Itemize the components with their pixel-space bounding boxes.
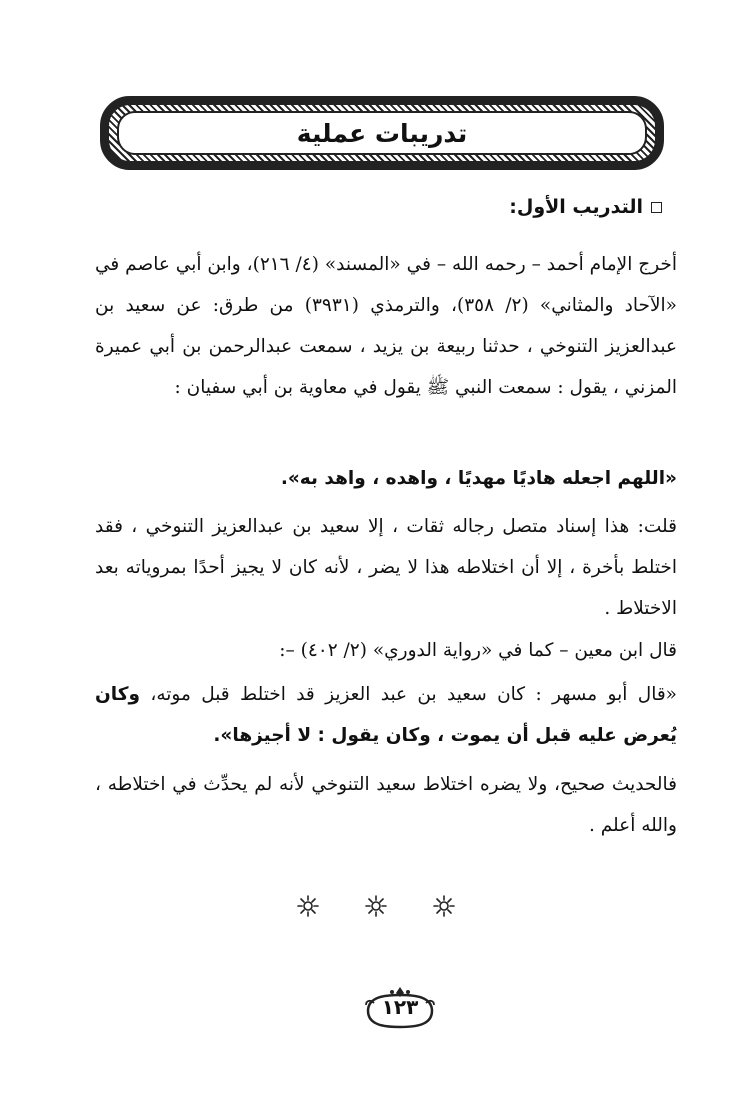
flower-ornament-icon <box>297 895 319 917</box>
paragraph-4 <box>95 674 677 756</box>
section-heading-text: التدريب الأول: <box>509 196 643 218</box>
section-heading <box>509 196 662 218</box>
square-bullet-icon <box>651 202 662 213</box>
paragraph-4-plain: «قال أبو مسهر : كان سعيد بن عبد العزيز قد اختلط قبل موته، <box>150 684 677 705</box>
hadith-quote: «اللهم اجعله هاديًا مهديًا ، واهده ، واهد به». <box>280 468 677 489</box>
paragraph-4-bold: وكان يُعرض عليه قبل أن يموت ، وكان يقول : لا أجيزها». <box>95 684 677 746</box>
page-number-badge <box>360 985 440 1035</box>
title-frame <box>100 96 664 170</box>
paragraph-3: قال ابن معين – كما في «رواية الدوري» (٢/ ٤٠٢) –: <box>279 640 677 661</box>
flower-ornament-icon <box>365 895 387 917</box>
ornament-row <box>0 895 752 917</box>
paragraph-5: فالحديث صحيح، ولا يضره اختلاط سعيد التنوخي لأنه لم يحدِّث في اختلاطه ، والله أعلم . <box>95 774 677 836</box>
paragraph-2: قلت: هذا إسناد متصل رجاله ثقات ، إلا سعيد بن عبدالعزيز التنوخي ، فقد اختلط بأخرة ، إلا أن اختلاطه هذا لا يضر ، لأنه كان لا يجيز أحدًا بمروياته بعد الاختلاط . <box>95 516 677 619</box>
paragraph-1: أخرج الإمام أحمد – رحمه الله – في «المسند» (٤/ ٢١٦)، وابن أبي عاصم في «الآحاد والمثاني» (٢/ ٣٥٨)، والترمذي (٣٩٣١) من طرق: عن سعيد بن عبدالعزيز التنوخي ، حدثنا ربيعة بن يزيد ، سمعت عبدالرحمن بن أبي عميرة المزني ، يقول : سمعت النبي ﷺ يقول في معاوية بن أبي سفيان : <box>95 254 678 398</box>
flower-ornament-icon <box>433 895 455 917</box>
page-title: تدريبات عملية <box>296 118 468 148</box>
title-frame-inner <box>117 111 647 155</box>
page-number: ١٢٣ <box>381 995 419 1019</box>
